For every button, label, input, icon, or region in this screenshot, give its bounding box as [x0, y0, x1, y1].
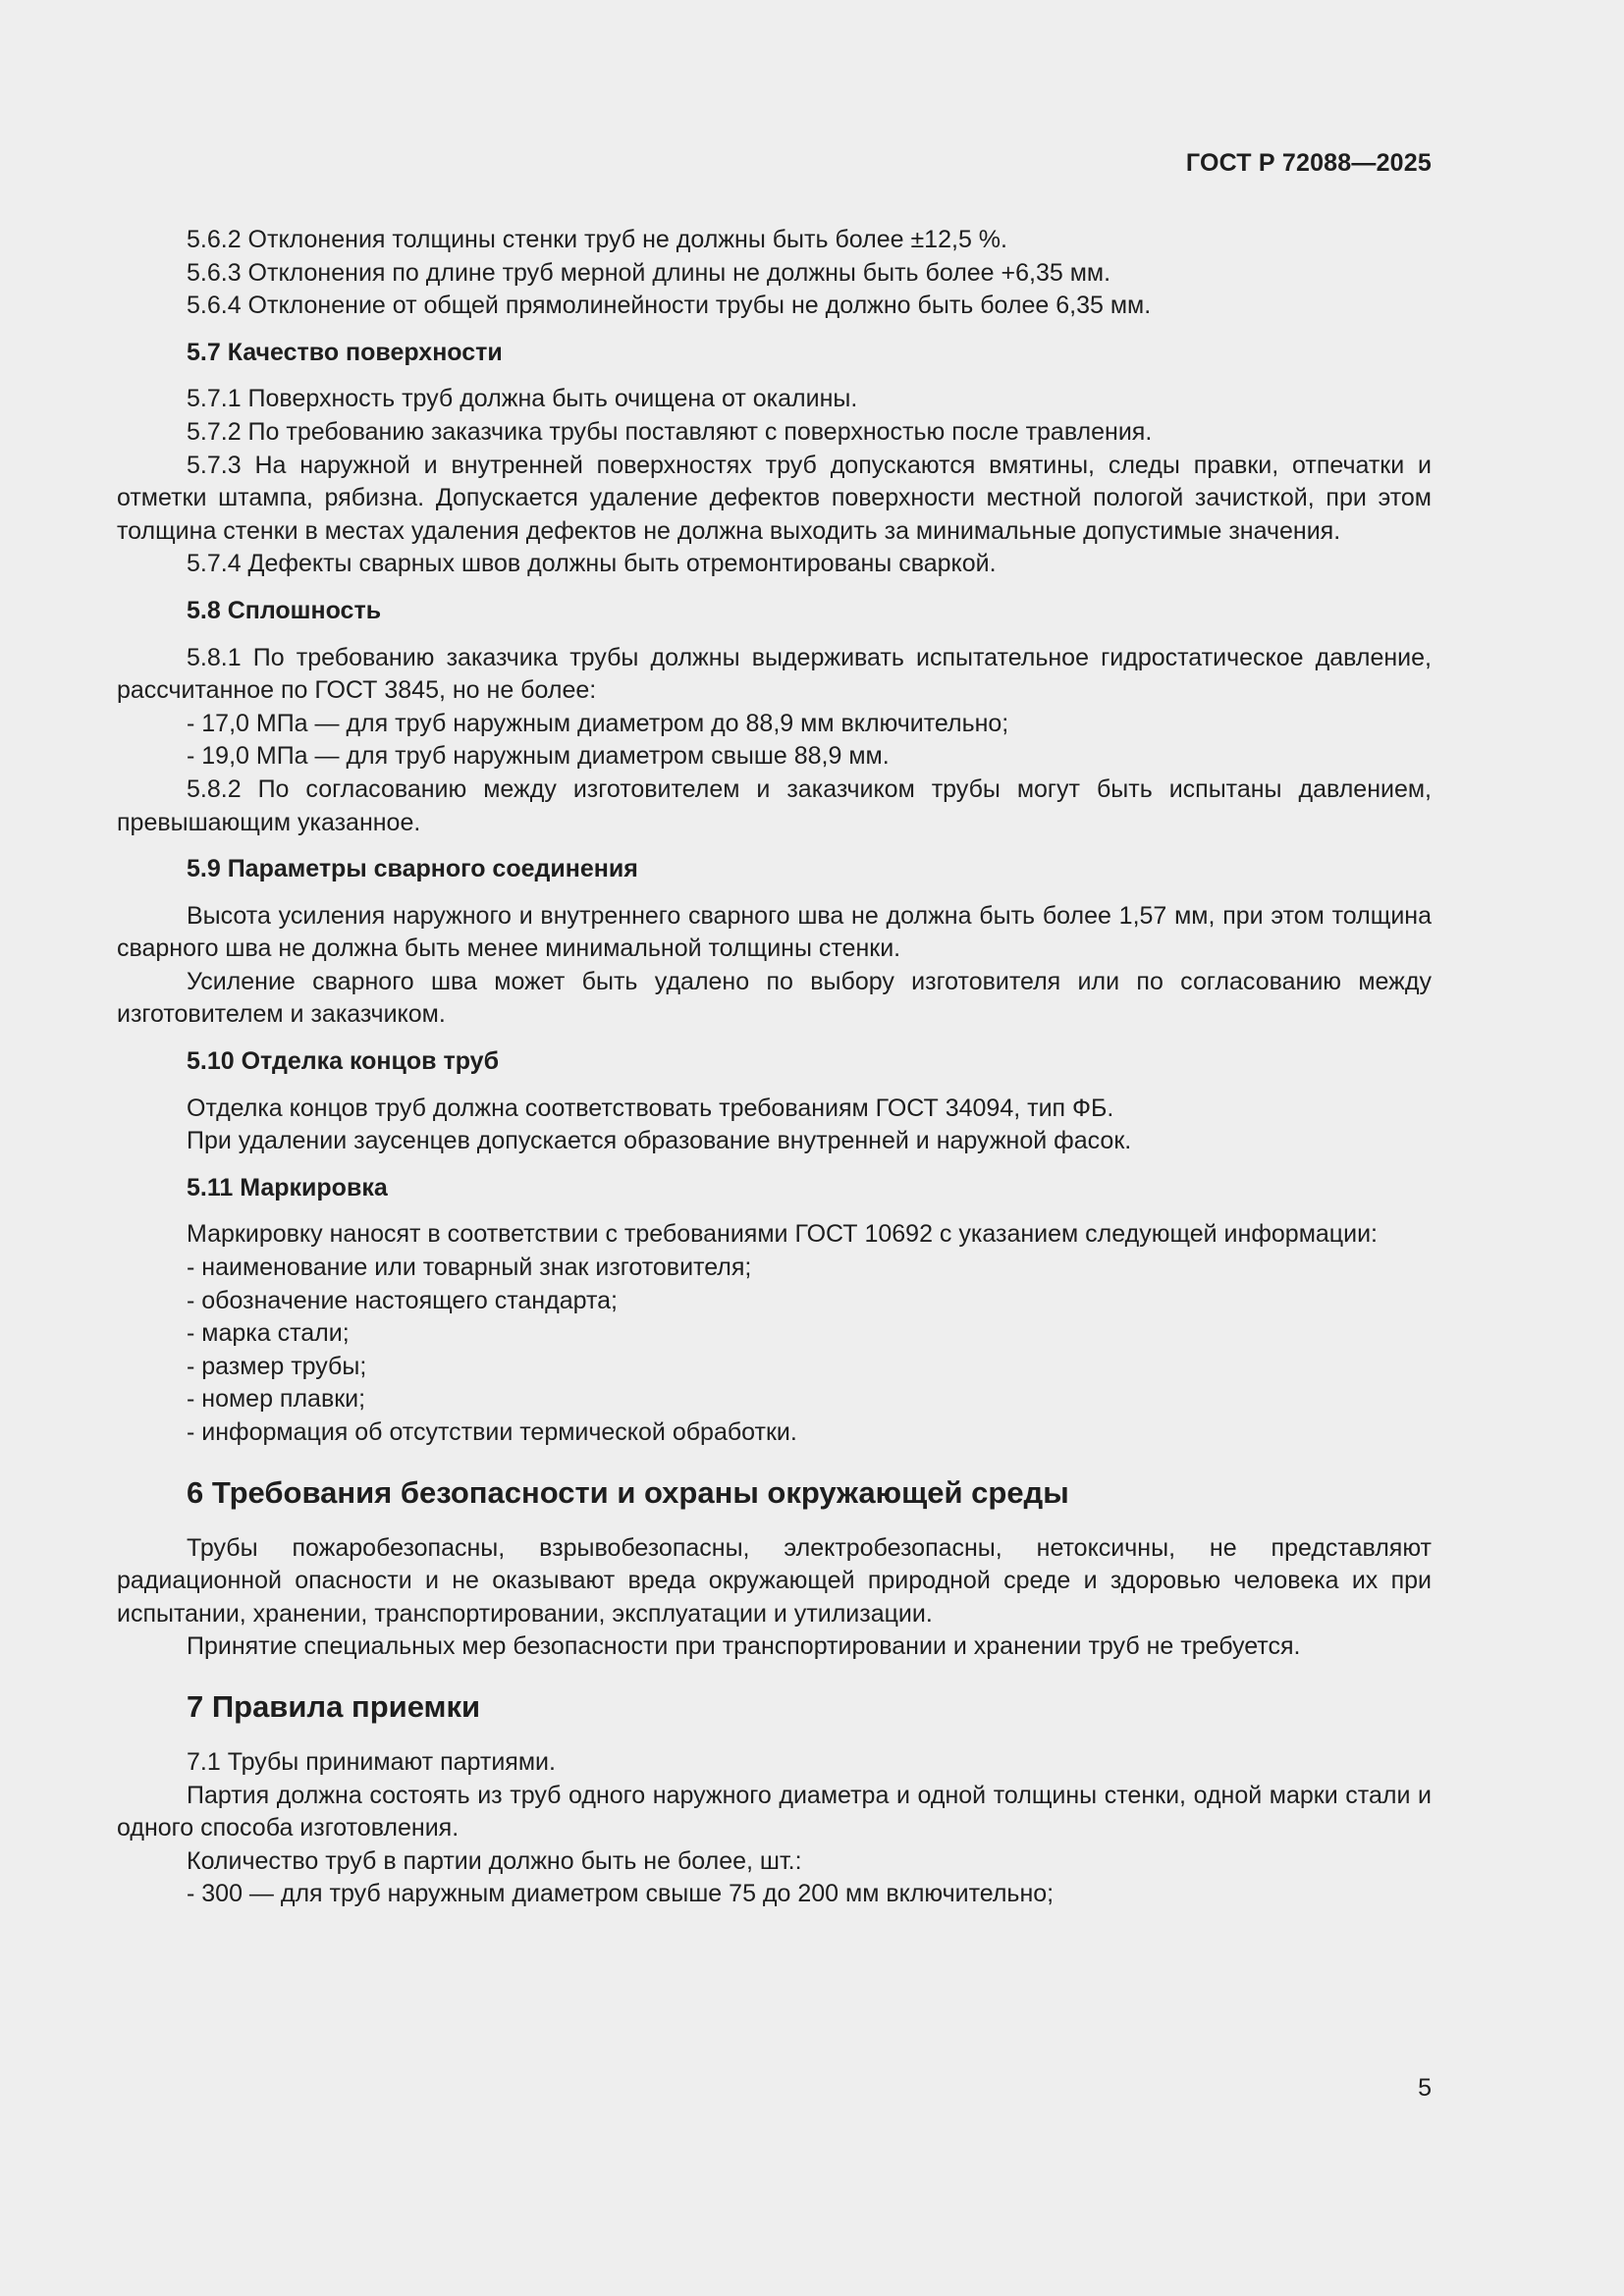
list-item: - марка стали; — [187, 1319, 350, 1348]
paragraph: Отделка концов труб должна соответствовать требованиям ГОСТ 34094, тип ФБ. — [187, 1094, 1114, 1122]
section-heading: 5.9 Параметры сварного соединения — [187, 855, 638, 883]
list-item: - наименование или товарный знак изготовителя; — [187, 1254, 752, 1282]
section-heading: 5.11 Маркировка — [187, 1173, 388, 1201]
paragraph: При удалении заусенцев допускается образование внутренней и наружной фасок. — [187, 1127, 1132, 1155]
paragraph: 5.6.4 Отклонение от общей прямолинейности трубы не должно быть более 6,35 мм. — [187, 292, 1152, 320]
paragraph: Маркировку наносят в соответствии с требованиями ГОСТ 10692 с указанием следующей информации: — [187, 1220, 1378, 1249]
paragraph: 7.1 Трубы принимают партиями. — [187, 1747, 556, 1776]
document-code: ГОСТ Р 72088—2025 — [1185, 149, 1432, 177]
paragraph: 5.7.2 По требованию заказчика трубы поставляют с поверхностью после травления. — [187, 417, 1153, 446]
list-item: - 300 — для труб наружным диаметром свыше 75 до 200 мм включительно; — [187, 1880, 1055, 1908]
chapter-heading: 7 Правила приемки — [187, 1688, 481, 1724]
paragraph: 5.6.3 Отклонения по длине труб мерной длины не должны быть более +6,35 мм. — [187, 258, 1111, 287]
paragraph: Высота усиления наружного и внутреннего сварного шва не должна быть более 1,57 мм, при этом толщина сварного шва не должна быть менее минимальной толщины стенки. — [117, 901, 1432, 963]
paragraph: 5.7.3 На наружной и внутренней поверхностях труб допускаются вмятины, следы правки, отпечатки и отметки штампа, рябизна. Допускается удаление дефектов поверхности местной пологой зачисткой, при этом толщина стенки в местах удаления дефектов не должна выходить за минимальные допустимые значения. — [117, 451, 1432, 545]
page-number: 5 — [1418, 2074, 1432, 2102]
list-item: - обозначение настоящего стандарта; — [187, 1286, 618, 1314]
paragraph: 5.8.1 По требованию заказчика трубы должны выдерживать испытательное гидростатическое давление, рассчитанное по ГОСТ 3845, но не более: — [117, 643, 1432, 705]
paragraph: Количество труб в партии должно быть не более, шт.: — [187, 1846, 802, 1875]
paragraph: Принятие специальных мер безопасности при транспортировании и хранении труб не требуется. — [187, 1632, 1301, 1661]
list-item: - 19,0 МПа — для труб наружным диаметром свыше 88,9 мм. — [187, 742, 890, 771]
paragraph: 5.8.2 По согласованию между изготовителем и заказчиком трубы могут быть испытаны давлением, превышающим указанное. — [117, 774, 1432, 836]
paragraph: 5.6.2 Отклонения толщины стенки труб не должны быть более ±12,5 %. — [187, 226, 1007, 253]
list-item: - номер плавки; — [187, 1385, 366, 1414]
list-item: - 17,0 МПа — для труб наружным диаметром до 88,9 мм включительно; — [187, 709, 1009, 737]
list-item: - информация об отсутствии термической обработки. — [187, 1418, 797, 1446]
section-heading: 5.10 Отделка концов труб — [187, 1047, 500, 1076]
paragraph: 5.7.4 Дефекты сварных швов должны быть отремонтированы сваркой. — [187, 550, 997, 578]
section-heading: 5.7 Качество поверхности — [187, 338, 503, 366]
paragraph: Партия должна состоять из труб одного наружного диаметра и одной толщины стенки, одной марки стали и одного способа изготовления. — [117, 1781, 1432, 1842]
chapter-heading: 6 Требования безопасности и охраны окружающей среды — [187, 1474, 1069, 1510]
document-body — [117, 224, 1432, 1911]
paragraph: Усиление сварного шва может быть удалено по выбору изготовителя или по согласованию между изготовителем и заказчиком. — [117, 967, 1432, 1029]
paragraph: Трубы пожаробезопасны, взрывобезопасны, электробезопасны, нетоксичны, не представляют радиационной опасности и не оказывают вреда окружающей природной среде и здоровью человека их при испытании, хранении, транспортировании, эксплуатации и утилизации. — [117, 1533, 1432, 1628]
section-heading: 5.8 Сплошность — [187, 596, 382, 624]
list-item: - размер трубы; — [187, 1352, 367, 1380]
paragraph: 5.7.1 Поверхность труб должна быть очищена от окалины. — [187, 385, 858, 413]
